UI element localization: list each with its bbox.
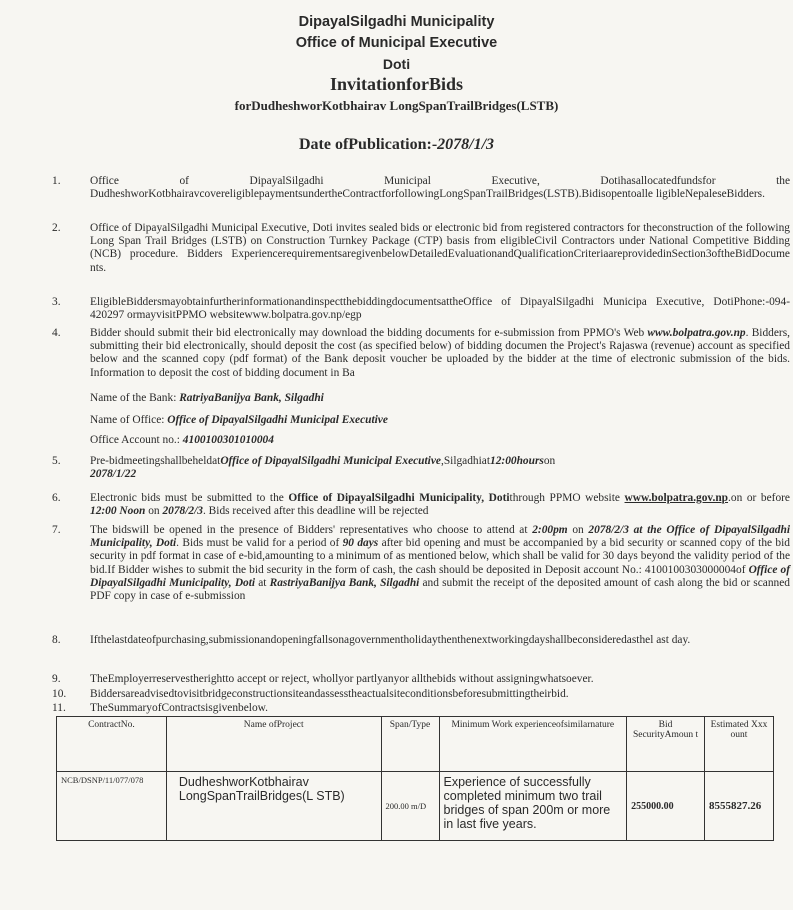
item-text: Biddersareadvisedtovisitbridgeconstructionsiteandassesstheactualsiteconditionsbeforesubmittingtheirbid. xyxy=(90,688,569,700)
column-header-min-experience: Minimum Work experienceofsimilarnature xyxy=(439,717,627,772)
item-text-part: Bidder should submit their bid electronically may download the bidding documents for e-submission from PPMO's Web xyxy=(90,327,648,339)
contract-summary-table xyxy=(56,716,774,841)
item-text-part: on xyxy=(145,505,163,518)
office-name-line xyxy=(90,414,388,426)
column-header-project-name: Name ofProject xyxy=(166,717,381,772)
cell-project-name: DudheshworKotbhairav LongSpanTrailBridges(L STB) xyxy=(166,772,381,841)
item-text-part: on xyxy=(567,524,589,536)
item-text-part: and submit the receipt of the deposited amount of cash along the bid or scanned PDF copy in case of e-submission xyxy=(90,576,790,603)
office-name-label: Name of Office: xyxy=(90,414,168,426)
publication-date xyxy=(0,136,793,154)
office-account-value: 4100100301010004 xyxy=(182,434,274,446)
item-text-part: Pre-bidmeetingshallbeheldat xyxy=(90,455,221,467)
submission-time: 12:00 Noon xyxy=(90,505,146,518)
item-text-part: through PPMO website xyxy=(509,492,625,504)
item-text-part: . Bids received after this deadline will be rejected xyxy=(202,505,429,518)
cell-estimated-amount: 8555827.26 xyxy=(705,772,774,841)
website-link[interactable]: www.bolpatra.gov.np xyxy=(624,492,729,504)
column-header-span-type: Span/Type xyxy=(381,717,439,772)
cell-span-type: 200.00 m/D xyxy=(381,772,439,841)
item-number: 8. xyxy=(52,634,61,646)
item-text-part: after bid opening and must be accompanied by a bid security or scanned copy of the bid security in pdf format in case of e-bid,amounting to a minimum of as mentioned below, which shall be valid for 30 days beyond the validity period of the bid.If Bidder wishes to submit the bid security in the form of cash, the cash should be deposited in Deposit account No.: 4100100303000004of xyxy=(90,537,790,576)
publication-date-value: 2078/1/3 xyxy=(437,136,495,153)
item-text-part: The bidswill be opened in the presence of Bidders' representatives who choose to attend at xyxy=(90,524,533,536)
publication-date-label: Date ofPublication:- xyxy=(298,136,438,153)
item-text: Office of DipayalSilgadhi Municipal Executive, Doti invites sealed bids or electronic bid from registered contractors for theconstruction of the following Long Span Trail Bridges (LSTB) on Construction Turnkey Package (CTP) basis from eligibleCivil Contractors under National Competitive Bidding (NCB) procedure. Bidders ExperiencerequirementsaregivenbelowDetailedEvaluationandQualificationCriteriaareprovidedinSection3oftheBidDocume nts. xyxy=(90,222,790,274)
item-text-part: on xyxy=(543,455,556,467)
bank-name-value: RatriyaBanijya Bank, Silgadhi xyxy=(179,392,324,404)
column-header-estimated-amount: Estimated Xxx ount xyxy=(705,717,774,772)
item-text xyxy=(90,492,790,518)
cell-bid-security: 255000.00 xyxy=(627,772,705,841)
item-number: 6. xyxy=(52,492,61,504)
opening-date: 2078/2/3 at the Office of DipayalSilgadhi Municipality, Doti xyxy=(90,524,791,550)
item-text-part: Electronic bids must be submitted to the xyxy=(90,492,289,504)
item-number: 3. xyxy=(52,296,61,308)
item-text: EligibleBiddersmayobtainfurtherinformationandinspectthebiddingdocumentsattheOffice of DipayalSilgadhi Municipa Executive, DotiPhone:-094-420297 ormayvisitPPMO websitewww.bolpatra.gov.np/egp xyxy=(90,296,790,322)
municipality-name: DipayalSilgadhi Municipality xyxy=(298,14,495,30)
bank-name-value: RastriyaBanijya Bank, Silgadhi xyxy=(269,576,420,589)
website-link[interactable]: www.bolpatra.gov.np xyxy=(647,327,746,339)
item-text: TheSummaryofContractsisgivenbelow. xyxy=(90,702,268,714)
office-name-value: Office of DipayalSilgadhi Municipal Executive xyxy=(220,455,441,467)
item-text-part: at xyxy=(255,576,270,589)
column-header-bid-security: Bid SecurityAmoun t xyxy=(627,717,705,772)
item-number: 1. xyxy=(52,175,61,187)
validity-days: 90 days xyxy=(342,537,379,550)
item-number: 7. xyxy=(52,524,61,536)
bank-name-label: Name of the Bank: xyxy=(90,392,180,404)
cell-contract-no: NCB/DSNP/11/077/078 xyxy=(57,772,167,841)
column-header-contract-no: ContractNo. xyxy=(57,717,167,772)
submission-date: 2078/2/3 xyxy=(162,505,203,518)
item-text xyxy=(90,327,790,380)
item-number: 2. xyxy=(52,222,61,234)
meeting-date: 2078/1/22 xyxy=(90,468,137,481)
item-text-part: . Bids must be valid for a period of xyxy=(176,537,343,550)
office-account-line xyxy=(90,434,274,446)
item-text-part: ,Silgadhiat xyxy=(440,455,491,467)
office-name: Office of Municipal Executive xyxy=(295,35,498,51)
item-text xyxy=(90,524,790,603)
item-number: 11. xyxy=(52,702,66,714)
item-text: Office of DipayalSilgadhi Municipal Executive, Dotihasallocatedfundsfor the DudheshworKotbhairavcovereligiblepaymentsundertheContractforfollowingLongSpanTrailBridges(LSTB).Bidisopentoalle ligibleNepaleseBidders. xyxy=(90,175,790,201)
bank-name-line xyxy=(90,392,324,404)
table-header-row xyxy=(57,717,774,772)
item-number: 10. xyxy=(52,688,67,700)
item-text-part: .on or before xyxy=(728,492,790,504)
item-text-part: . Bidders, submitting their bid electronically, should deposit the cost (as specified below) of bidding documen the Project's Rajaswa (revenue) account as specified below and the scanned copy (pdf format) of the Bank deposit voucher be uploaded by the bidder at the time of electronic submission of the bids. Information to deposit the cost of bidding document in Ba xyxy=(90,327,790,379)
cell-min-experience: Experience of successfully completed minimum two trail bridges of span 200m or more in last five years. xyxy=(439,772,627,841)
item-number: 4. xyxy=(52,327,61,339)
table-row xyxy=(57,772,774,841)
opening-time: 2:00pm xyxy=(532,524,568,536)
item-text: TheEmployerreservestherightto accept or reject, whollyor partlyanyor allthebids without assigningwhatsoever. xyxy=(90,673,594,685)
item-text xyxy=(90,455,790,481)
office-account-label: Office Account no.: xyxy=(90,434,183,446)
document-subtitle: forDudheshworKotbhairav LongSpanTrailBridges(LSTB) xyxy=(234,98,559,113)
office-name-value: Office of DipayalSilgadhi Municipality, Doti xyxy=(90,563,790,589)
office-name-value: Office of DipayalSilgadhi Municipal Executive xyxy=(167,414,388,426)
meeting-time: 12:00hours xyxy=(490,455,544,467)
office-name-value: Office of DipayalSilgadhi Municipality, Doti xyxy=(288,492,510,504)
item-number: 5. xyxy=(52,455,61,467)
item-text: Ifthelastdateofpurchasing,submissionandopeningfallsonagovernmentholidaythenthenextworkingdayshallbeconsideredasthel ast day. xyxy=(90,634,691,646)
district-name: Doti xyxy=(382,56,411,72)
document-title: InvitationforBids xyxy=(329,74,464,94)
item-number: 9. xyxy=(52,673,61,685)
